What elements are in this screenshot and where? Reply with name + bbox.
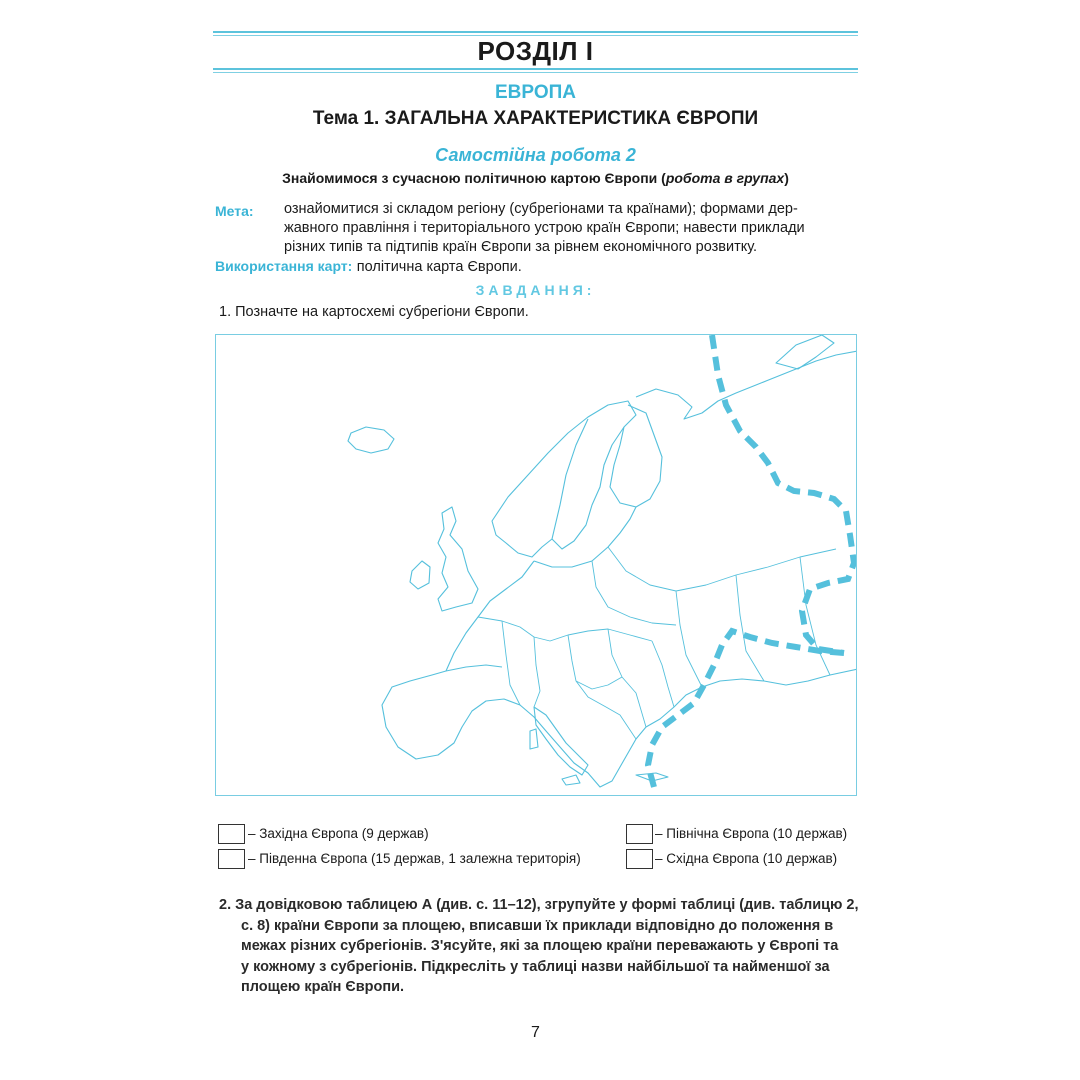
task-2-line: 2. За довідковою таблицею А (див. с. 11–12), згрупуйте у формі таблиці (див. таблицю 2,	[219, 897, 859, 913]
work-subtitle-italic: робота в групах	[665, 170, 785, 186]
task-2-line: у кожному з субрегіонів. Підкресліть у таблиці назви найбільшої та найменшої за	[241, 958, 830, 975]
scandinavia-outline	[492, 401, 636, 557]
sweden-norway-border	[552, 419, 588, 539]
maps-value: політична карта Європи.	[356, 259, 522, 275]
header-rule-bottom-thin	[213, 72, 858, 73]
task-2-line: площею країн Європи.	[241, 979, 405, 995]
work-title: Самостійна робота 2	[435, 145, 636, 165]
europe-outline-map	[215, 334, 857, 796]
header-rule-bottom	[213, 68, 858, 70]
russia-north-coast	[636, 351, 857, 419]
topic-title: Тема 1. ЗАГАЛЬНА ХАРАКТЕРИСТИКА ЄВРОПИ	[312, 108, 759, 129]
maps-row	[215, 258, 522, 277]
work-subtitle	[213, 170, 858, 186]
legend-box-eastern-europe[interactable]	[626, 849, 653, 869]
sardinia-outline	[530, 729, 538, 749]
legend-box-western-europe[interactable]	[218, 824, 245, 844]
legend-box-northern-europe[interactable]	[626, 824, 653, 844]
italy-outline	[534, 707, 588, 775]
europe-asia-boundary	[648, 335, 854, 787]
part-title: ЕВРОПА	[495, 82, 576, 103]
section-title: РОЗДІЛ І	[477, 36, 594, 66]
goal-line: жавного правління і територіального устрою країн Європи; навести приклади	[284, 220, 805, 236]
task-1: 1. Позначте на картосхемі субрегіони Європи.	[219, 304, 529, 320]
ireland-outline	[410, 561, 430, 589]
task-2-line: межах різних субрегіонів. З'ясуйте, які за площею країни переважають у Європі та	[241, 938, 839, 954]
legend-box-southern-europe[interactable]	[218, 849, 245, 869]
header-rule-top	[213, 31, 858, 33]
goal-line: різних типів та підтипів країн Європи за рівнем економічного розвитку.	[284, 239, 758, 255]
goal-label: Мета:	[215, 203, 254, 219]
goal-line: ознайомитися зі складом регіону (субрегіонами та країнами); формами дер-	[284, 201, 798, 217]
legend-southern-europe: – Південна Європа (15 держав, 1 залежна територія)	[248, 851, 581, 866]
legend-northern-europe: – Північна Європа (10 держав)	[655, 826, 848, 841]
europe-map-svg	[216, 335, 857, 796]
task-2	[219, 895, 869, 998]
great-britain-outline	[438, 507, 478, 611]
continent-coastline	[382, 561, 857, 787]
iceland-outline	[348, 427, 394, 453]
novaya-zemlya-outline	[776, 335, 834, 369]
legend-eastern-europe: – Східна Європа (10 держав)	[655, 851, 838, 866]
tasks-heading: ЗАВДАННЯ:	[475, 282, 596, 298]
task-2-line: с. 8) країни Європи за площею, вписавши їх приклади відповідно до положення в	[241, 917, 834, 934]
baltic-coast	[534, 507, 636, 567]
work-subtitle-main: Знайомимося з сучасною політичною картою Європи (	[282, 170, 666, 186]
finland-outline	[610, 405, 662, 507]
goal-text	[284, 200, 864, 257]
page-number: 7	[531, 1024, 540, 1041]
maps-label: Використання карт:	[215, 258, 353, 274]
legend-western-europe: – Західна Європа (9 держав)	[248, 826, 429, 841]
work-subtitle-end: )	[784, 170, 789, 186]
sicily-outline	[562, 775, 580, 785]
